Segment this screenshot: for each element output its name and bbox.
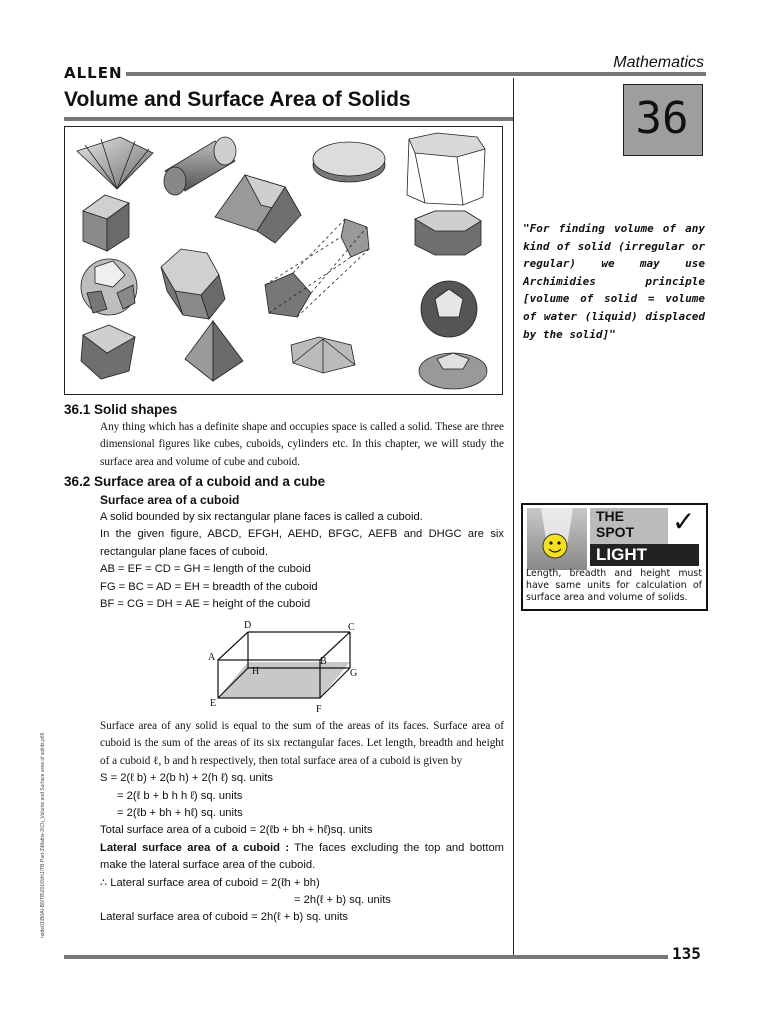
surface-area-block [100, 718, 504, 927]
spotlight-image [527, 508, 587, 570]
column-divider [513, 78, 514, 956]
vertex-label-f: F [316, 704, 322, 715]
lateral-line-1: ∴ Lateral surface area of cuboid = 2(ℓh + bh) [100, 876, 320, 889]
vertex-label-c: C [348, 622, 355, 633]
vertex-label-g: G [350, 668, 358, 679]
surface-area-paragraph: Surface area of any solid is equal to the sum of the areas of its faces. Surface area of cuboid is the sum of the areas of its six rectangular faces. Let length, breadth and height of a cuboid ℓ, b and h respectively, then total surface area of a cuboid is given by [100, 720, 504, 767]
lateral-line-3: Lateral surface area of cuboid = 2h(ℓ + b) sq. units [100, 911, 349, 924]
solids-illustration [65, 127, 502, 394]
cuboid-faces-text: In the given figure, ABCD, EFGH, AEHD, BFGC, AEFB and DHGC are six rectangular plane faces of cuboid. [100, 528, 504, 558]
spotlight-the: THE [596, 508, 624, 524]
truncated-polyhedron-shape [81, 259, 137, 315]
section-1 [64, 402, 504, 471]
total-surface-area: Total surface area of a cuboid = 2(ℓb + bh + hℓ)sq. units [100, 824, 373, 837]
vertex-label-d: D [244, 620, 252, 631]
page-title: Volume and Surface Area of Solids [64, 88, 411, 111]
header-rule [126, 72, 706, 76]
formula-line-1: S = 2(ℓ b) + 2(b h) + 2(h ℓ) sq. units [100, 772, 273, 785]
formula-line-3: = 2(ℓb + bh + hℓ) sq. units [117, 807, 243, 820]
irregular-polyhedron-shape [81, 325, 135, 379]
spotlight-spot: SPOT [596, 524, 635, 540]
cylinder-shape [164, 137, 236, 195]
hexagonal-pyramid-shape [291, 337, 355, 373]
cuboid-definition: A solid bounded by six rectangular plane faces is called a cuboid. [100, 511, 423, 523]
solids-figure [64, 126, 503, 395]
vertex-label-a: A [208, 652, 216, 663]
breadth-equation: FG = BC = AD = EH = breadth of the cuboid [100, 580, 318, 593]
section-1-heading: 36.1 Solid shapes [64, 402, 178, 417]
checkmark-icon: ✓ [672, 506, 696, 537]
section-2 [64, 474, 504, 613]
subject-label: Mathematics [613, 54, 704, 71]
formula-line-2: = 2(ℓ b + b h h ℓ) sq. units [117, 789, 243, 802]
lateral-line-2: = 2h(ℓ + b) sq. units [294, 894, 391, 907]
spotlight-light: LIGHT [596, 545, 647, 564]
square-pyramid-shape [185, 321, 243, 381]
footer-rule [64, 955, 668, 959]
triangular-prism-shape [215, 175, 301, 243]
vertex-label-h: H [252, 666, 260, 677]
length-equation: AB = EF = CD = GH = length of the cuboid [100, 563, 311, 576]
section-1-text: Any thing which has a definite shape and occupies space is called a solid. These are three dimensional figures like cubes, cuboids, cylinders etc. In this chapter, we will study the surface area and volume of cube and cuboid. [100, 421, 504, 468]
lateral-text: The faces excluding the top and bottom make the lateral surface area of the cuboid. [100, 841, 504, 872]
smiley-icon [543, 534, 567, 558]
section-2-subheading: Surface area of a cuboid [100, 493, 240, 507]
file-path-sidebar: node01\B0AI-B0\TB\2016\th\1\TB Part-3\Maths-3\Ch_Volume and Surface area of solids.p65 [40, 732, 46, 938]
vertex-label-b: B [320, 656, 327, 667]
lateral-label: Lateral surface area of a cuboid : [100, 841, 290, 854]
height-equation: BF = CG = DH = AE = height of the cuboid [100, 598, 311, 611]
title-rule [64, 117, 514, 121]
lateral-definition [100, 840, 504, 875]
cube-shape [83, 195, 129, 251]
dome-polyhedron-shape [419, 353, 487, 389]
dodecahedron-shape [421, 281, 477, 337]
section-2-heading: 36.2 Surface area of a cuboid and a cube [64, 474, 326, 489]
pyramid-cone-shape [77, 137, 153, 189]
page-number: 135 [672, 944, 701, 963]
vertex-label-e: E [210, 698, 217, 709]
brand-logo: ALLEN [64, 64, 123, 82]
cuboid-diagram [196, 620, 376, 720]
hexagonal-prism-shape [161, 249, 225, 319]
margin-quote: "For finding volume of any kind of solid (irregular or regular) we may use Archimidies principle [volume of solid = volume of water (liquid) displaced by the solid]" [523, 222, 705, 341]
chapter-number: 36 [635, 93, 689, 144]
spotlight-text: Length, breadth and height must have same units for calculation of surface area and volume of solids. [526, 568, 702, 603]
prism-wireframe-shape [407, 133, 485, 205]
octagonal-prism-shape [415, 211, 481, 255]
disc-shape [313, 142, 385, 182]
